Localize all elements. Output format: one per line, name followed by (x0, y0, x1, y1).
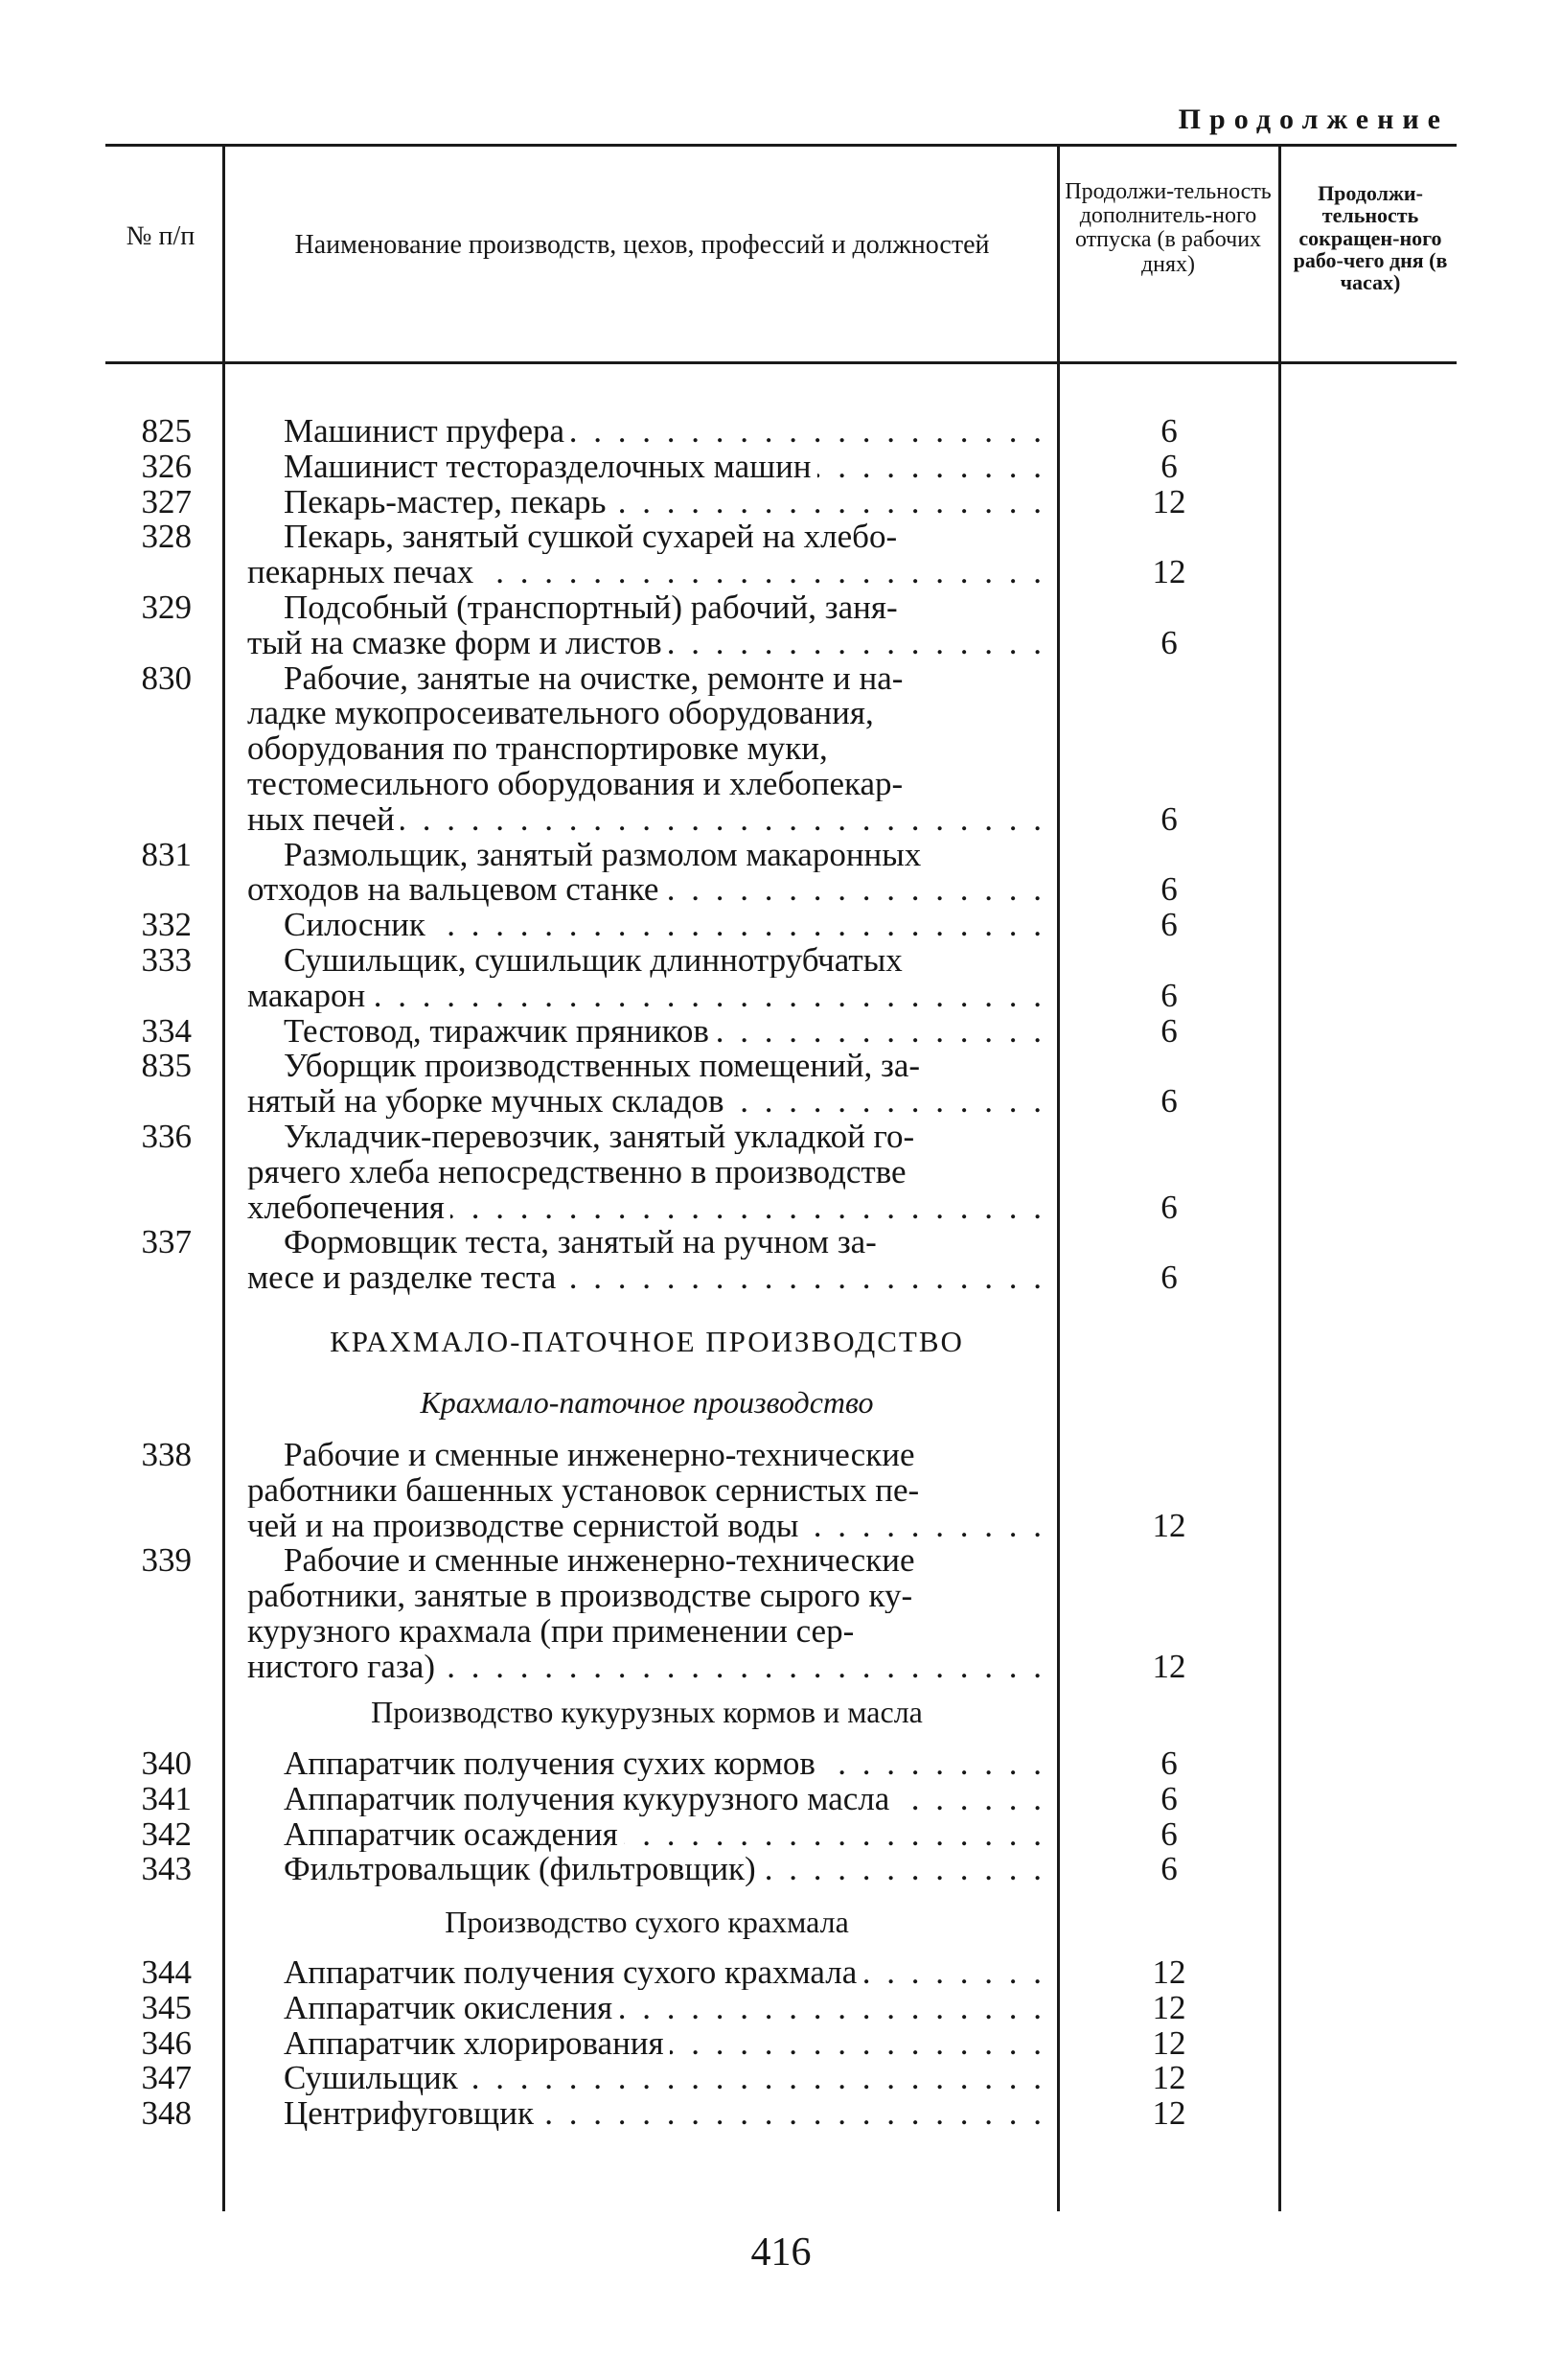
row-number: 346 (141, 2023, 192, 2062)
row-text-line (247, 1260, 1045, 1295)
row-text: Подсобный (транспортный) рабочий, заня- (284, 590, 904, 625)
row-number: 342 (141, 1814, 192, 1853)
row-text-line (284, 1955, 1045, 1990)
subsection-title-2: Производство кукурузных кормов и масла (371, 1695, 923, 1729)
row-text: оборудования по транспортировке муки, (247, 731, 834, 766)
row-text: работники, занятые в производстве сырого ку- (247, 1579, 918, 1613)
row-text: Рабочие и сменные инженерно-технические (284, 1438, 921, 1472)
subsection-title-3: Производство сухого крахмала (445, 1905, 849, 1939)
row-text-line (284, 1782, 1045, 1816)
row-text-line (247, 1509, 1045, 1543)
row-text: ладке мукопросеивательного оборудования, (247, 696, 880, 730)
row-vacation-days: 6 (1160, 1779, 1178, 1817)
row-text: Уборщик производственных помещений, за- (284, 1049, 926, 1083)
row-text-line (284, 1852, 1045, 1886)
row-text-line (284, 1817, 1045, 1852)
row-number: 334 (141, 1011, 192, 1050)
row-text: нятый на уборке мучных складов (247, 1084, 730, 1119)
row-text-line (284, 661, 1045, 696)
column-divider-2 (1057, 146, 1060, 2211)
row-text: Пекарь, занятый сушкой сухарей на хлебо- (284, 520, 903, 554)
row-vacation-days: 6 (1160, 906, 1178, 944)
row-vacation-days: 6 (1160, 1745, 1178, 1782)
row-number: 333 (141, 941, 192, 979)
row-text: Укладчик-перевозчик, занятый укладкой го- (284, 1120, 920, 1154)
header-bottom-rule (105, 361, 1457, 364)
row-text: Фильтровальщик (фильтровщик) (284, 1852, 762, 1886)
row-text-line (284, 838, 1045, 872)
row-text-line (247, 731, 1045, 766)
row-number: 336 (141, 1118, 192, 1155)
row-text-line (284, 520, 1045, 554)
row-text-line (284, 1991, 1045, 2025)
row-vacation-days: 12 (1152, 553, 1186, 591)
row-vacation-days: 6 (1160, 412, 1178, 450)
row-text-line (284, 485, 1045, 520)
row-vacation-days: 6 (1160, 976, 1178, 1014)
row-number: 835 (141, 1047, 192, 1085)
row-text: Тестовод, тиражчик пряников (284, 1014, 715, 1049)
continued-label: Продолжение (1178, 104, 1449, 135)
column-divider-3 (1278, 146, 1281, 2211)
row-text-line (284, 2096, 1045, 2131)
row-text: нистого газа) (247, 1650, 441, 1684)
row-number: 345 (141, 1988, 192, 2026)
row-vacation-days: 12 (1152, 1506, 1186, 1544)
row-text-line (247, 555, 1045, 589)
row-text-line (247, 1155, 1045, 1190)
row-number: 328 (141, 518, 192, 556)
row-text: тестомесильного оборудования и хлебопекар- (247, 767, 908, 801)
row-text-line (284, 1746, 1045, 1781)
row-text-line (284, 450, 1045, 484)
row-text: тый на смазке форм и листов (247, 626, 668, 660)
row-number: 339 (141, 1541, 192, 1580)
row-text: Аппаратчик осаждения (284, 1817, 624, 1852)
row-text: работники башенных установок сернистых пе- (247, 1473, 925, 1508)
row-text-line (247, 1473, 1045, 1508)
row-text: Сушильщик (284, 2061, 464, 2095)
row-text-line (247, 872, 1045, 907)
row-text: ных печей (247, 802, 401, 837)
row-number: 344 (141, 1953, 192, 1991)
row-text: рячего хлеба непосредственно в производстве (247, 1155, 912, 1190)
row-number: 338 (141, 1436, 192, 1473)
row-text: Аппаратчик получения кукурузного масла (284, 1782, 895, 1816)
row-vacation-days: 12 (1152, 1988, 1186, 2026)
row-number: 337 (141, 1223, 192, 1261)
row-text: Машинист пруфера (284, 414, 570, 449)
row-vacation-days: 6 (1160, 799, 1178, 838)
row-text-line (284, 1543, 1045, 1578)
row-text-line (247, 1614, 1045, 1649)
row-text-line (284, 1120, 1045, 1154)
page-number: 416 (750, 2230, 812, 2275)
row-text: Пекарь-мастер, пекарь (284, 485, 611, 520)
row-text-line (284, 414, 1045, 449)
row-text-line (247, 802, 1045, 837)
row-text-line (247, 1190, 1045, 1225)
row-text: Центрифуговщик (284, 2096, 540, 2131)
row-vacation-days: 12 (1152, 2023, 1186, 2062)
row-vacation-days: 6 (1160, 1259, 1178, 1297)
row-number: 329 (141, 589, 192, 626)
row-text: месе и разделке теста (247, 1260, 562, 1295)
row-vacation-days: 12 (1152, 2059, 1186, 2097)
row-text-line (284, 1049, 1045, 1083)
row-number: 340 (141, 1745, 192, 1782)
row-text: Размольщик, занятый размолом макаронных (284, 838, 927, 872)
row-number: 347 (141, 2059, 192, 2097)
row-text: Рабочие и сменные инженерно-технические (284, 1543, 921, 1578)
section-title: КРАХМАЛО-ПАТОЧНОЕ ПРОИЗВОДСТВО (330, 1325, 964, 1358)
row-text: Аппаратчик получения сухих кормов (284, 1746, 821, 1781)
row-text: курузного крахмала (при применении сер- (247, 1614, 860, 1649)
row-text-line (284, 1225, 1045, 1259)
row-vacation-days: 6 (1160, 1082, 1178, 1121)
row-vacation-days: 12 (1152, 1647, 1186, 1685)
row-text: Аппаратчик хлорирования (284, 2026, 670, 2061)
row-text: чей и на производстве сернистой воды (247, 1509, 804, 1543)
row-number: 327 (141, 482, 192, 520)
row-text: макарон (247, 979, 371, 1013)
row-text-line (284, 2061, 1045, 2095)
row-vacation-days: 6 (1160, 1814, 1178, 1853)
row-number: 326 (141, 447, 192, 485)
row-text: Машинист тесторазделочных машин (284, 450, 817, 484)
row-text-line (247, 1650, 1045, 1684)
header-vacation: Продолжи-тельность дополнитель-ного отпуска (в рабочих днях) (1065, 179, 1272, 277)
row-number: 332 (141, 906, 192, 944)
row-text: хлебопечения (247, 1190, 450, 1225)
row-text: Силосник (284, 908, 431, 942)
row-vacation-days: 6 (1160, 870, 1178, 909)
row-text: пекарных печах (247, 555, 479, 589)
row-text-line (247, 767, 1045, 801)
row-text: отходов на вальцевом станке (247, 872, 664, 907)
row-text-line (247, 1084, 1045, 1119)
row-text-line (247, 1579, 1045, 1613)
column-divider-1 (222, 146, 225, 2211)
row-vacation-days: 12 (1152, 2094, 1186, 2133)
row-vacation-days: 6 (1160, 1188, 1178, 1226)
row-number: 341 (141, 1779, 192, 1817)
row-vacation-days: 6 (1160, 1011, 1178, 1050)
row-vacation-days: 12 (1152, 1953, 1186, 1991)
row-text-line (247, 979, 1045, 1013)
row-number: 830 (141, 659, 192, 697)
row-text-line (284, 1014, 1045, 1049)
row-text-line (284, 1438, 1045, 1472)
table-top-rule (105, 144, 1457, 147)
row-number: 831 (141, 835, 192, 873)
row-vacation-days: 12 (1152, 482, 1186, 520)
row-text: Аппаратчик получения сухого крахмала (284, 1955, 862, 1990)
row-text: Аппаратчик окисления (284, 1991, 618, 2025)
row-number: 343 (141, 1850, 192, 1888)
row-vacation-days: 6 (1160, 623, 1178, 661)
row-text-line (284, 2026, 1045, 2061)
header-number: № п/п (126, 221, 195, 251)
row-text: Сушильщик, сушильщик длиннотрубчатых (284, 943, 908, 978)
row-text: Рабочие, занятые на очистке, ремонте и на- (284, 661, 908, 696)
row-text: Формовщик теста, занятый на ручном за- (284, 1225, 883, 1259)
row-number: 825 (141, 412, 192, 450)
row-text-line (284, 908, 1045, 942)
header-short-day: Продолжи-тельность сокращен-ного рабо-чего дня (в часах) (1293, 181, 1448, 295)
row-text-line (247, 696, 1045, 730)
row-vacation-days: 6 (1160, 447, 1178, 485)
row-text-line (284, 590, 1045, 625)
subsection-title-1: Крахмало-паточное производство (420, 1385, 874, 1420)
row-text-line (247, 626, 1045, 660)
row-number: 348 (141, 2094, 192, 2133)
header-name: Наименование производств, цехов, профессий и должностей (294, 230, 990, 260)
row-text-line (284, 943, 1045, 978)
row-vacation-days: 6 (1160, 1850, 1178, 1888)
